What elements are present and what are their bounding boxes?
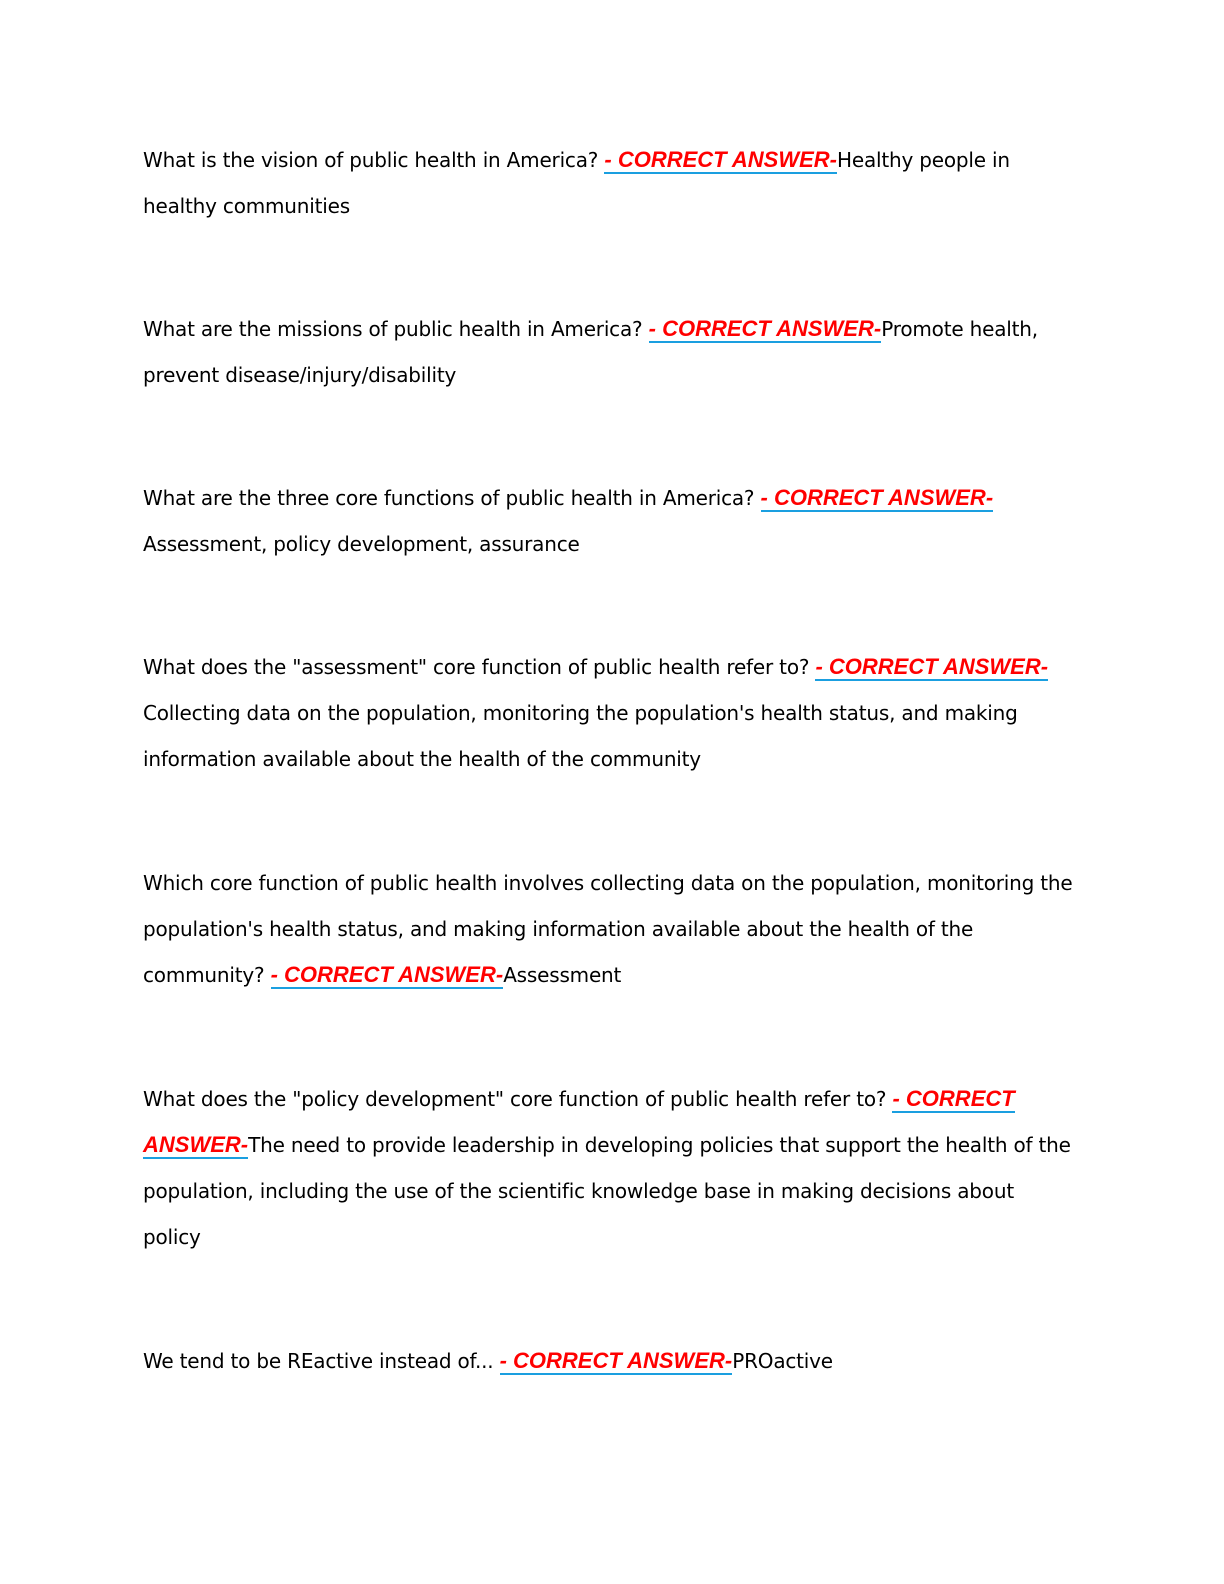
correct-answer-marker: - CORRECT ANSWER- — [270, 962, 504, 987]
correct-answer-marker: - CORRECT ANSWER- — [499, 1348, 733, 1373]
question-text: What is the vision of public health in America? — [143, 148, 599, 172]
question-text: What are the missions of public health in America? — [143, 317, 643, 341]
question-text: We tend to be REactive instead of... — [143, 1349, 494, 1373]
qa-item-4 — [143, 644, 1073, 782]
qa-item-7 — [143, 1338, 1073, 1384]
question-text: What does the "policy development" core function of public health refer to? — [143, 1087, 887, 1111]
answer-text: The need to provide leadership in developing policies that support the health of the population, including the use of the scientific knowledge base in making decisions about policy — [143, 1133, 1071, 1249]
qa-item-6 — [143, 1076, 1073, 1260]
correct-answer-marker: - CORRECT ANSWER- — [760, 485, 994, 510]
answer-text: Collecting data on the population, monitoring the population's health status, and making information available about the health of the community — [143, 701, 1018, 771]
correct-answer-marker: - CORRECT ANSWER- — [648, 316, 882, 341]
answer-text: Healthy people in healthy communities — [143, 148, 1010, 218]
answer-text: Assessment, policy development, assurance — [143, 532, 580, 556]
qa-item-5 — [143, 860, 1073, 998]
answer-text: Promote health, prevent disease/injury/disability — [143, 317, 1038, 387]
correct-answer-marker: - CORRECT ANSWER- — [815, 654, 1049, 679]
question-text: What does the "assessment" core function of public health refer to? — [143, 655, 810, 679]
correct-answer-marker: - CORRECT ANSWER- — [604, 147, 837, 172]
question-text: Which core function of public health involves collecting data on the population, monitoring the population's health status, and making information available about the health of the community? — [143, 871, 1073, 987]
qa-item-2 — [143, 306, 1073, 398]
answer-text: PROactive — [732, 1349, 833, 1373]
question-text: What are the three core functions of public health in America? — [143, 486, 755, 510]
qa-item-1 — [143, 137, 1073, 229]
correct-answer-marker: - CORRECT ANSWER- — [143, 1086, 1015, 1157]
qa-item-3 — [143, 475, 1073, 567]
answer-text: Assessment — [503, 963, 622, 987]
